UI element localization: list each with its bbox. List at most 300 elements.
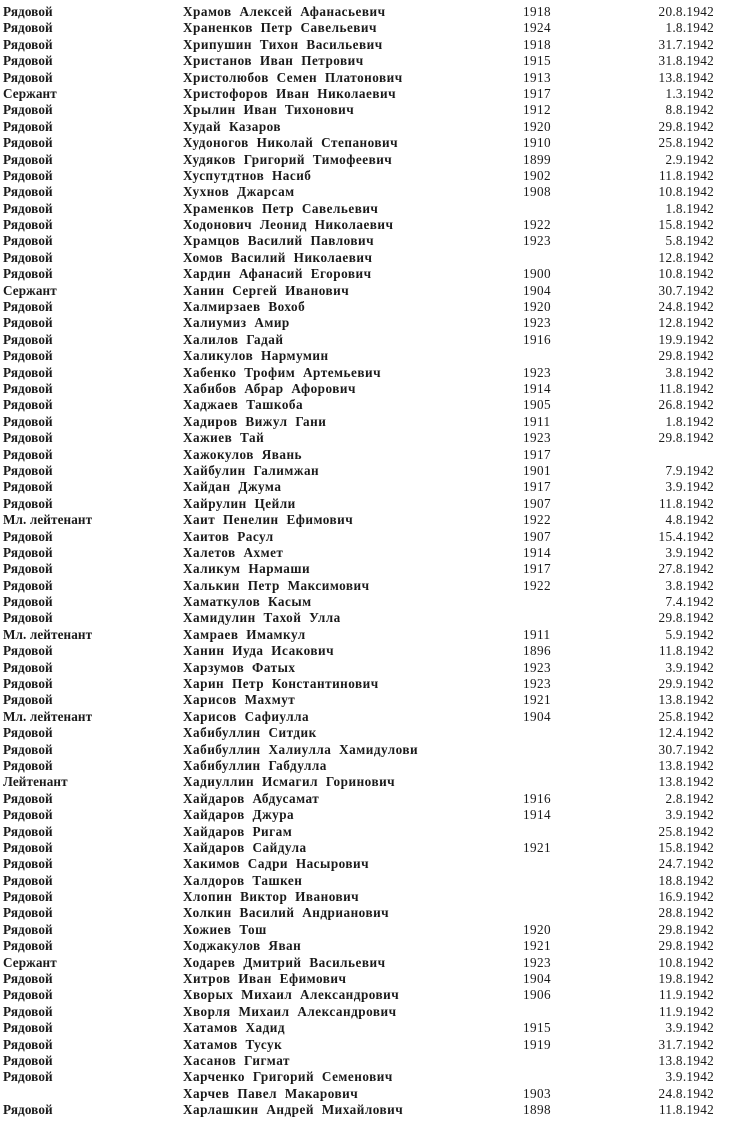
rank-cell: Рядовой — [3, 430, 53, 446]
name-cell: Хайдаров Сайдула — [183, 839, 307, 855]
birth-year-cell: 1918 — [523, 36, 551, 52]
name-cell: Харлашкин Андрей Михайлович — [183, 1102, 404, 1118]
name-cell: Хамидулин Тахой Улла — [183, 610, 341, 626]
name-cell: Хухнов Джарсам — [183, 184, 295, 200]
birth-year-cell: 1918 — [523, 4, 551, 19]
date-cell: 3.9.1942 — [665, 807, 714, 823]
date-cell: 19.9.1942 — [658, 331, 714, 347]
rank-cell: Рядовой — [3, 790, 53, 806]
date-cell: 29.8.1942 — [658, 118, 714, 134]
name-cell: Харин Петр Константинович — [183, 676, 379, 692]
date-cell: 15.4.1942 — [658, 528, 714, 544]
list-row — [0, 283, 729, 299]
date-cell: 3.9.1942 — [665, 1020, 714, 1036]
name-cell: Хадиров Вижул Гани — [183, 413, 327, 429]
rank-cell: Рядовой — [3, 348, 53, 364]
name-cell: Харисов Сафиулла — [183, 708, 310, 724]
list-row — [0, 889, 729, 905]
birth-year-cell: 1915 — [523, 53, 551, 69]
birth-year-cell: 1901 — [523, 462, 551, 478]
date-cell: 13.8.1942 — [658, 692, 714, 708]
date-cell: 30.7.1942 — [658, 282, 714, 298]
rank-cell: Рядовой — [3, 380, 53, 396]
name-cell: Хлопин Виктор Иванович — [183, 889, 360, 905]
rank-cell: Сержант — [3, 282, 57, 298]
list-row — [0, 840, 729, 856]
rank-cell: Лейтенант — [3, 774, 68, 790]
rank-cell: Рядовой — [3, 36, 53, 52]
date-cell: 3.9.1942 — [665, 659, 714, 675]
list-row — [0, 102, 729, 118]
birth-year-cell: 1924 — [523, 20, 551, 36]
rank-cell: Рядовой — [3, 889, 53, 905]
list-row — [0, 955, 729, 971]
birth-year-cell: 1917 — [523, 479, 551, 495]
name-cell: Хакимов Садри Насырович — [183, 856, 370, 872]
name-cell: Худяков Григорий Тимофеевич — [183, 151, 393, 167]
date-cell: 1.8.1942 — [665, 413, 714, 429]
birth-year-cell: 1923 — [523, 659, 551, 675]
birth-year-cell: 1906 — [523, 987, 551, 1003]
date-cell: 29.8.1942 — [658, 610, 714, 626]
name-cell: Хаитов Расул — [183, 528, 274, 544]
list-row — [0, 496, 729, 512]
date-cell: 18.8.1942 — [658, 872, 714, 888]
rank-cell: Рядовой — [3, 807, 53, 823]
birth-year-cell: 1898 — [523, 1102, 551, 1118]
name-cell: Халькин Петр Максимович — [183, 577, 370, 593]
list-row — [0, 529, 729, 545]
birth-year-cell: 1923 — [523, 364, 551, 380]
date-cell: 11.8.1942 — [659, 495, 714, 511]
date-cell: 12.4.1942 — [658, 725, 714, 741]
list-row — [0, 217, 729, 233]
rank-cell: Мл. лейтенант — [3, 626, 93, 642]
date-cell: 13.8.1942 — [658, 69, 714, 85]
date-cell: 1.3.1942 — [665, 85, 714, 101]
rank-cell: Рядовой — [3, 659, 53, 675]
birth-year-cell: 1922 — [523, 577, 551, 593]
birth-year-cell: 1903 — [523, 1085, 551, 1101]
name-cell: Ходонович Леонид Николаевич — [183, 217, 394, 233]
name-cell: Хожиев Тош — [183, 921, 267, 937]
rank-cell: Рядовой — [3, 118, 53, 134]
birth-year-cell: 1921 — [523, 839, 551, 855]
rank-cell: Рядовой — [3, 397, 53, 413]
birth-year-cell: 1899 — [523, 151, 551, 167]
rank-cell: Рядовой — [3, 692, 53, 708]
birth-year-cell: 1911 — [523, 626, 551, 642]
name-cell: Хрипушин Тихон Васильевич — [183, 36, 383, 52]
birth-year-cell: 1916 — [523, 790, 551, 806]
rank-cell: Рядовой — [3, 69, 53, 85]
name-cell: Ханин Иуда Исакович — [183, 643, 335, 659]
name-cell: Хрылин Иван Тихонович — [183, 102, 355, 118]
birth-year-cell: 1900 — [523, 266, 551, 282]
list-row — [0, 315, 729, 331]
name-cell: Хабенко Трофим Артемьевич — [183, 364, 382, 380]
list-row — [0, 561, 729, 577]
date-cell: 24.7.1942 — [658, 856, 714, 872]
birth-year-cell: 1919 — [523, 1036, 551, 1052]
date-cell: 5.9.1942 — [665, 626, 714, 642]
birth-year-cell: 1917 — [523, 85, 551, 101]
rank-cell: Рядовой — [3, 1069, 53, 1085]
name-cell: Хардин Афанасий Егорович — [183, 266, 372, 282]
date-cell: 12.8.1942 — [658, 315, 714, 331]
birth-year-cell: 1923 — [523, 315, 551, 331]
name-cell: Хайдаров Джура — [183, 807, 295, 823]
date-cell: 16.9.1942 — [658, 889, 714, 905]
rank-cell: Рядовой — [3, 413, 53, 429]
list-row — [0, 266, 729, 282]
date-cell: 3.8.1942 — [665, 577, 714, 593]
list-row — [0, 1020, 729, 1036]
rank-cell: Мл. лейтенант — [3, 512, 93, 528]
list-row — [0, 233, 729, 249]
name-cell: Хасанов Гигмат — [183, 1053, 290, 1068]
date-cell: 12.8.1942 — [658, 249, 714, 265]
name-cell: Харченко Григорий Семенович — [183, 1069, 393, 1085]
rank-cell: Рядовой — [3, 495, 53, 511]
birth-year-cell: 1896 — [523, 643, 551, 659]
rank-cell: Рядовой — [3, 610, 53, 626]
date-cell: 15.8.1942 — [658, 217, 714, 233]
list-row — [0, 135, 729, 151]
rank-cell: Рядовой — [3, 528, 53, 544]
list-row — [0, 905, 729, 921]
birth-year-cell: 1921 — [523, 692, 551, 708]
list-row — [0, 938, 729, 954]
rank-cell: Рядовой — [3, 151, 53, 167]
date-cell: 28.8.1942 — [658, 905, 714, 921]
list-row — [0, 1004, 729, 1020]
date-cell: 13.8.1942 — [658, 757, 714, 773]
list-row — [0, 447, 729, 463]
birth-year-cell: 1923 — [523, 676, 551, 692]
date-cell: 20.8.1942 — [658, 4, 714, 19]
birth-year-cell: 1908 — [523, 184, 551, 200]
birth-year-cell: 1923 — [523, 233, 551, 249]
date-cell: 29.8.1942 — [658, 348, 714, 364]
birth-year-cell: 1905 — [523, 397, 551, 413]
date-cell: 29.9.1942 — [658, 676, 714, 692]
birth-year-cell: 1922 — [523, 512, 551, 528]
casualty-list — [0, 4, 729, 1119]
name-cell: Харчев Павел Макарович — [183, 1085, 359, 1101]
birth-year-cell: 1907 — [523, 528, 551, 544]
list-row — [0, 987, 729, 1003]
rank-cell: Рядовой — [3, 200, 53, 216]
list-row — [0, 1069, 729, 1085]
list-row — [0, 4, 729, 20]
rank-cell: Рядовой — [3, 561, 53, 577]
date-cell: 25.8.1942 — [658, 135, 714, 151]
date-cell: 13.8.1942 — [658, 774, 714, 790]
date-cell: 7.9.1942 — [665, 462, 714, 478]
name-cell: Харисов Махмут — [183, 692, 296, 708]
list-row — [0, 594, 729, 610]
name-cell: Хатамов Хадид — [183, 1020, 286, 1036]
rank-cell: Рядовой — [3, 184, 53, 200]
birth-year-cell: 1904 — [523, 971, 551, 987]
rank-cell: Сержант — [3, 85, 57, 101]
rank-cell: Рядовой — [3, 1020, 53, 1036]
date-cell: 3.8.1942 — [665, 364, 714, 380]
name-cell: Харзумов Фатых — [183, 659, 296, 675]
birth-year-cell: 1904 — [523, 708, 551, 724]
birth-year-cell: 1914 — [523, 544, 551, 560]
rank-cell: Рядовой — [3, 938, 53, 954]
list-row — [0, 725, 729, 741]
date-cell: 1.8.1942 — [665, 200, 714, 216]
list-row — [0, 643, 729, 659]
date-cell: 11.8.1942 — [659, 167, 714, 183]
rank-cell: Рядовой — [3, 872, 53, 888]
rank-cell: Рядовой — [3, 577, 53, 593]
birth-year-cell: 1907 — [523, 495, 551, 511]
list-row — [0, 332, 729, 348]
list-row — [0, 119, 729, 135]
birth-year-cell: 1923 — [523, 430, 551, 446]
rank-cell: Рядовой — [3, 757, 53, 773]
birth-year-cell: 1920 — [523, 118, 551, 134]
rank-cell: Рядовой — [3, 167, 53, 183]
rank-cell: Рядовой — [3, 905, 53, 921]
name-cell: Хамраев Имамкул — [183, 626, 306, 642]
birth-year-cell: 1920 — [523, 921, 551, 937]
rank-cell: Рядовой — [3, 1036, 53, 1052]
date-cell: 4.8.1942 — [665, 512, 714, 528]
name-cell: Хуспутдтнов Насиб — [183, 167, 312, 183]
birth-year-cell: 1914 — [523, 380, 551, 396]
date-cell: 1.8.1942 — [665, 20, 714, 36]
name-cell: Хайрулин Цейли — [183, 495, 296, 511]
list-row — [0, 512, 729, 528]
date-cell: 3.9.1942 — [665, 479, 714, 495]
name-cell: Хайдаров Ригам — [183, 823, 293, 839]
date-cell: 5.8.1942 — [665, 233, 714, 249]
birth-year-cell: 1920 — [523, 299, 551, 315]
rank-cell: Рядовой — [3, 921, 53, 937]
rank-cell: Рядовой — [3, 676, 53, 692]
name-cell: Хворля Михаил Александрович — [183, 1003, 397, 1019]
rank-cell: Рядовой — [3, 266, 53, 282]
name-cell: Халикулов Нармумин — [183, 348, 329, 364]
birth-year-cell: 1904 — [523, 282, 551, 298]
name-cell: Хаматкулов Касым — [183, 594, 312, 610]
date-cell: 7.4.1942 — [665, 594, 714, 610]
birth-year-cell: 1922 — [523, 217, 551, 233]
date-cell: 3.9.1942 — [665, 544, 714, 560]
birth-year-cell: 1916 — [523, 331, 551, 347]
list-row — [0, 742, 729, 758]
list-row — [0, 365, 729, 381]
date-cell: 10.8.1942 — [658, 954, 714, 970]
rank-cell: Рядовой — [3, 102, 53, 118]
list-row — [0, 381, 729, 397]
rank-cell: Рядовой — [3, 1102, 53, 1118]
rank-cell: Рядовой — [3, 856, 53, 872]
birth-year-cell: 1911 — [523, 413, 551, 429]
birth-year-cell: 1913 — [523, 69, 551, 85]
date-cell: 25.8.1942 — [658, 823, 714, 839]
name-cell: Хабибуллин Габдулла — [183, 757, 327, 773]
name-cell: Хабибов Абрар Афорович — [183, 380, 356, 396]
birth-year-cell: 1902 — [523, 167, 551, 183]
date-cell: 24.8.1942 — [658, 1085, 714, 1101]
list-row — [0, 37, 729, 53]
list-row — [0, 463, 729, 479]
date-cell: 11.8.1942 — [659, 380, 714, 396]
name-cell: Ходарев Дмитрий Васильевич — [183, 954, 386, 970]
date-cell: 24.8.1942 — [658, 299, 714, 315]
date-cell: 29.8.1942 — [658, 938, 714, 954]
list-row — [0, 86, 729, 102]
date-cell: 10.8.1942 — [658, 184, 714, 200]
rank-cell: Рядовой — [3, 479, 53, 495]
name-cell: Ходжакулов Яван — [183, 938, 302, 954]
date-cell: 8.8.1942 — [665, 102, 714, 118]
birth-year-cell: 1921 — [523, 938, 551, 954]
rank-cell: Рядовой — [3, 249, 53, 265]
rank-cell: Рядовой — [3, 135, 53, 151]
date-cell: 27.8.1942 — [658, 561, 714, 577]
rank-cell: Рядовой — [3, 331, 53, 347]
name-cell: Хайбулин Галимжан — [183, 462, 320, 478]
list-row — [0, 774, 729, 790]
date-cell: 3.9.1942 — [665, 1069, 714, 1085]
rank-cell: Рядовой — [3, 1003, 53, 1019]
date-cell: 11.9.1942 — [659, 1003, 714, 1019]
list-row — [0, 578, 729, 594]
list-row — [0, 660, 729, 676]
rank-cell: Мл. лейтенант — [3, 708, 93, 724]
list-row — [0, 709, 729, 725]
name-cell: Хворых Михаил Александрович — [183, 987, 400, 1003]
list-row — [0, 856, 729, 872]
name-cell: Халетов Ахмет — [183, 544, 284, 560]
list-row — [0, 1053, 729, 1069]
name-cell: Храмцов Василий Павлович — [183, 233, 375, 249]
list-row — [0, 1037, 729, 1053]
birth-year-cell: 1917 — [523, 446, 551, 462]
list-row — [0, 824, 729, 840]
date-cell: 2.9.1942 — [665, 151, 714, 167]
birth-year-cell: 1923 — [523, 954, 551, 970]
date-cell: 11.8.1942 — [659, 1102, 714, 1118]
list-row — [0, 807, 729, 823]
list-row — [0, 414, 729, 430]
name-cell: Холкин Василий Андрианович — [183, 905, 390, 921]
rank-cell: Рядовой — [3, 594, 53, 610]
birth-year-cell: 1914 — [523, 807, 551, 823]
list-row — [0, 348, 729, 364]
date-cell: 2.8.1942 — [665, 790, 714, 806]
list-row — [0, 53, 729, 69]
list-row — [0, 758, 729, 774]
name-cell: Халикум Нармаши — [183, 561, 311, 577]
name-cell: Халиумиз Амир — [183, 315, 290, 331]
list-row — [0, 20, 729, 36]
list-row — [0, 791, 729, 807]
date-cell: 26.8.1942 — [658, 397, 714, 413]
list-row — [0, 250, 729, 266]
name-cell: Худоногов Николай Степанович — [183, 135, 399, 151]
rank-cell: Рядовой — [3, 823, 53, 839]
rank-cell: Рядовой — [3, 299, 53, 315]
list-row — [0, 184, 729, 200]
rank-cell: Рядовой — [3, 446, 53, 462]
date-cell: 31.8.1942 — [658, 53, 714, 69]
rank-cell: Рядовой — [3, 217, 53, 233]
list-row — [0, 397, 729, 413]
list-row — [0, 70, 729, 86]
list-row — [0, 201, 729, 217]
name-cell: Халилов Гадай — [183, 331, 284, 347]
name-cell: Храмов Алексей Афанасьевич — [183, 4, 386, 19]
name-cell: Хадиуллин Исмагил Горинович — [183, 774, 396, 790]
list-row — [0, 430, 729, 446]
list-row — [0, 479, 729, 495]
name-cell: Христофоров Иван Николаевич — [183, 85, 397, 101]
date-cell: 29.8.1942 — [658, 430, 714, 446]
list-row — [0, 545, 729, 561]
rank-cell: Рядовой — [3, 1053, 53, 1068]
name-cell: Хабибуллин Ситдик — [183, 725, 317, 741]
name-cell: Хайдаров Абдусамат — [183, 790, 320, 806]
date-cell: 10.8.1942 — [658, 266, 714, 282]
date-cell: 11.9.1942 — [659, 987, 714, 1003]
name-cell: Хабибуллин Халиулла Хамидулови — [183, 741, 419, 757]
name-cell: Христолюбов Семен Платонович — [183, 69, 403, 85]
birth-year-cell: 1915 — [523, 1020, 551, 1036]
name-cell: Хайдан Джума — [183, 479, 282, 495]
rank-cell: Рядовой — [3, 544, 53, 560]
list-row — [0, 676, 729, 692]
name-cell: Хажиев Тай — [183, 430, 265, 446]
name-cell: Хаджаев Ташкоба — [183, 397, 304, 413]
rank-cell: Сержант — [3, 954, 57, 970]
birth-year-cell: 1917 — [523, 561, 551, 577]
list-row — [0, 1102, 729, 1118]
list-row — [0, 152, 729, 168]
date-cell: 25.8.1942 — [658, 708, 714, 724]
rank-cell: Рядовой — [3, 20, 53, 36]
list-row — [0, 692, 729, 708]
date-cell: 11.8.1942 — [659, 643, 714, 659]
list-row — [0, 1086, 729, 1102]
date-cell: 29.8.1942 — [658, 921, 714, 937]
rank-cell: Рядовой — [3, 725, 53, 741]
rank-cell: Рядовой — [3, 364, 53, 380]
list-row — [0, 971, 729, 987]
name-cell: Хитров Иван Ефимович — [183, 971, 347, 987]
rank-cell: Рядовой — [3, 315, 53, 331]
rank-cell: Рядовой — [3, 971, 53, 987]
name-cell: Ханин Сергей Иванович — [183, 282, 350, 298]
rank-cell: Рядовой — [3, 839, 53, 855]
name-cell: Хатамов Тусук — [183, 1036, 283, 1052]
name-cell: Худай Казаров — [183, 118, 282, 134]
rank-cell: Рядовой — [3, 741, 53, 757]
list-row — [0, 610, 729, 626]
date-cell: 31.7.1942 — [658, 1036, 714, 1052]
name-cell: Хаит Пенелин Ефимович — [183, 512, 354, 528]
rank-cell: Рядовой — [3, 53, 53, 69]
rank-cell: Рядовой — [3, 643, 53, 659]
rank-cell: Рядовой — [3, 987, 53, 1003]
